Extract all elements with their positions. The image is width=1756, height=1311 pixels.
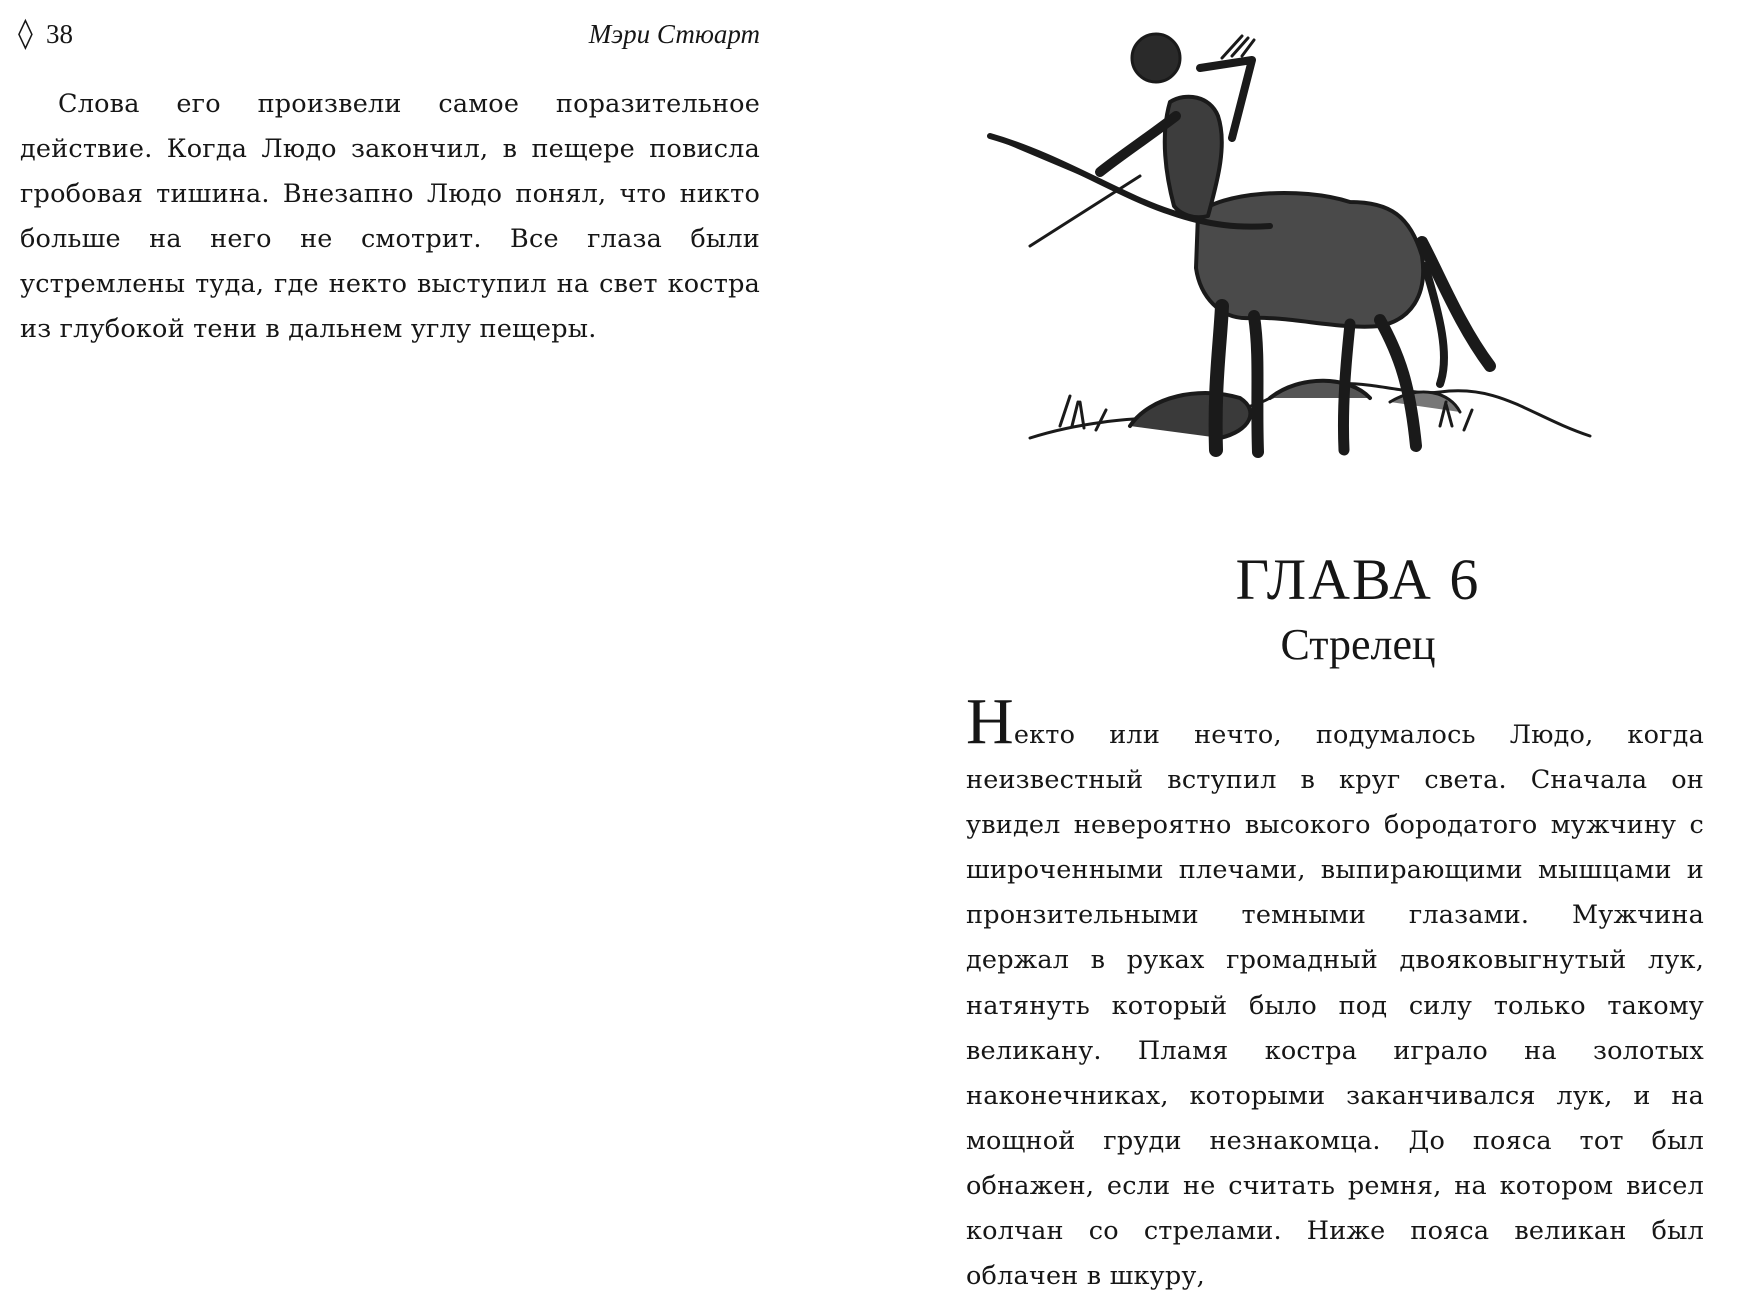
paragraph-text: екто или нечто, подумалось Людо, когда неизвестный вступил в круг света. Сначала он увидел невероятно высокого бородатого мужчину с широченными плечами, выпирающими мышцами и пронзительными темными глазами. Мужчина держал в руках громадный двояковыгнутый лук, натянуть который было под силу только такому великану. Пламя костра играло на золотых наконечниках, которыми заканчивался лук, и на мощной груди незнакомца. До пояса тот был обнажен, если не считать ремня, на котором висел колчан со стрелами. Ниже пояса великан был облачен в шкуру, — [966, 720, 1704, 1292]
chapter-title: Стрелец — [1280, 620, 1436, 669]
body-paragraph: Слова его произвели самое поразительное действие. Когда Людо закончил, в пещере повисла гробовая тишина. Внезапно Людо понял, что никто больше на него не смотрит. Все глаза были устремлены туда, где некто выступил на свет костра из глубокой тени в дальнем углу пещеры. — [20, 89, 760, 345]
running-head-author: Мэри Стюарт — [588, 19, 760, 49]
page-number: 38 — [46, 19, 73, 49]
chapter-opening-paragraph — [966, 685, 1704, 1299]
running-head — [18, 14, 760, 54]
chapter-number: ГЛАВА 6 — [1235, 547, 1481, 612]
left-page — [0, 0, 860, 1311]
drop-cap: Н — [966, 685, 1014, 758]
right-page — [960, 0, 1756, 1311]
ornament-diamond-icon: ◊ — [18, 16, 33, 51]
centaur-archer-illustration — [970, 6, 1610, 526]
